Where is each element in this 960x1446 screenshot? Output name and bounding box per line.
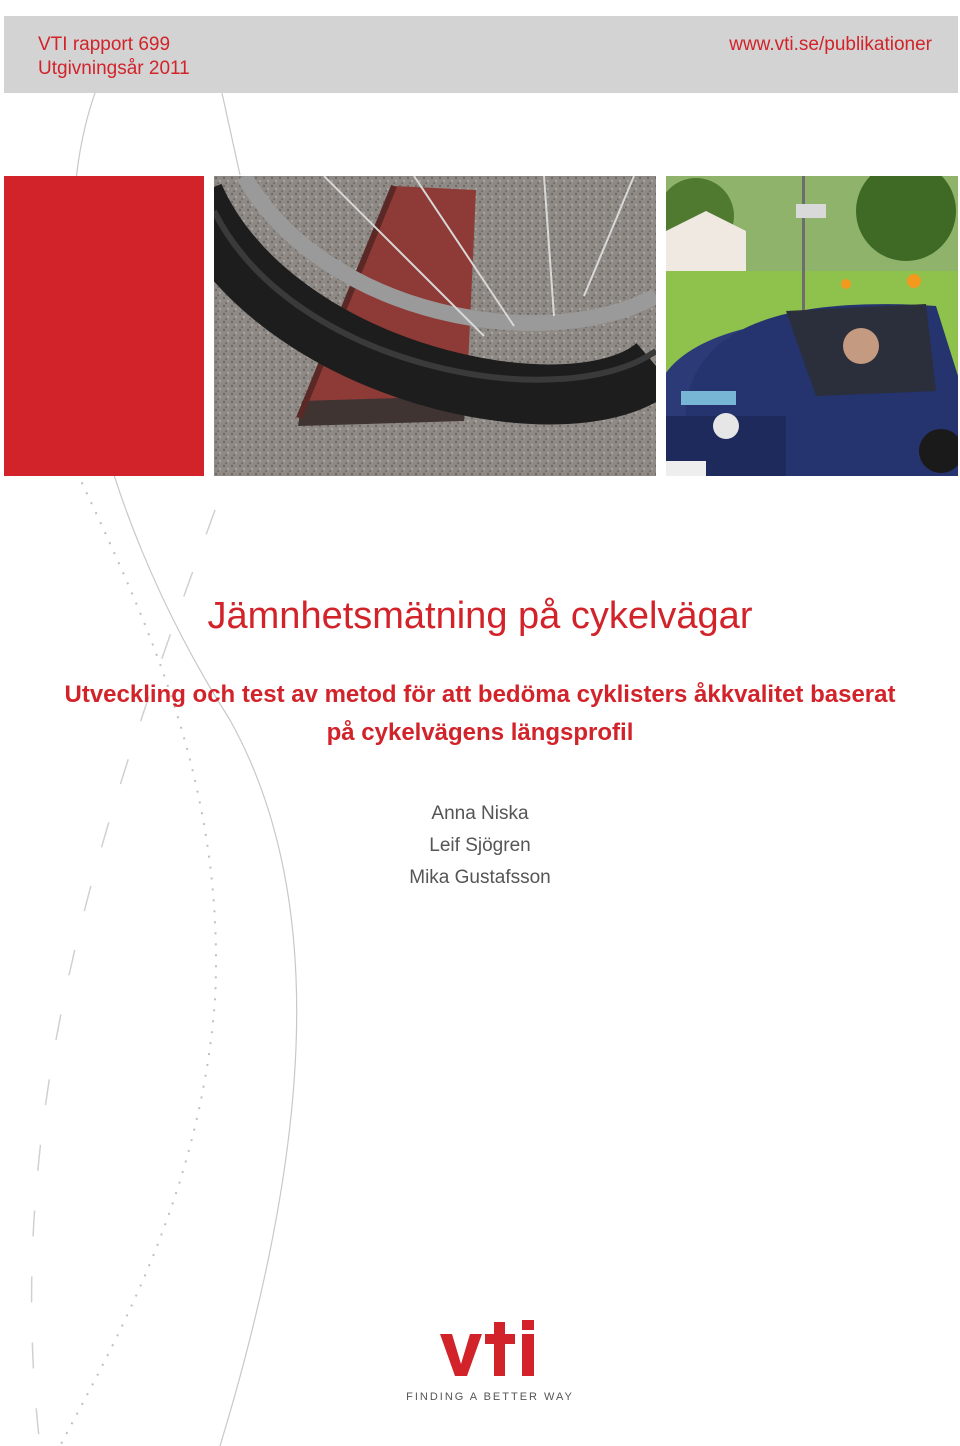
report-title: Jämnhetsmätning på cykelvägar: [207, 595, 753, 637]
vti-wordmark-icon: [438, 1320, 542, 1380]
author-name: Anna Niska: [431, 803, 529, 824]
subtitle-line-1: Utveckling och test av metod för att bedöma cyklisters åkkvalitet baserat: [64, 681, 896, 708]
publication-year: Utgivningsår 2011: [38, 58, 190, 79]
bicycle-wheel-on-bump-photo: [214, 176, 656, 476]
measurement-car-photo: [666, 176, 958, 476]
report-subtitle: [40, 676, 920, 752]
vti-logo: [400, 1320, 580, 1410]
red-color-block: [4, 176, 204, 476]
logo-tagline: FINDING A BETTER WAY: [406, 1391, 574, 1403]
header-band: [4, 16, 958, 93]
subtitle-line-2: på cykelvägens längsprofil: [326, 719, 634, 746]
author-name: Leif Sjögren: [429, 835, 531, 856]
author-name: Mika Gustafsson: [409, 867, 551, 888]
author-list: [0, 798, 960, 894]
report-number: VTI rapport 699: [38, 34, 171, 55]
publications-link[interactable]: www.vti.se/publikationer: [729, 34, 932, 55]
